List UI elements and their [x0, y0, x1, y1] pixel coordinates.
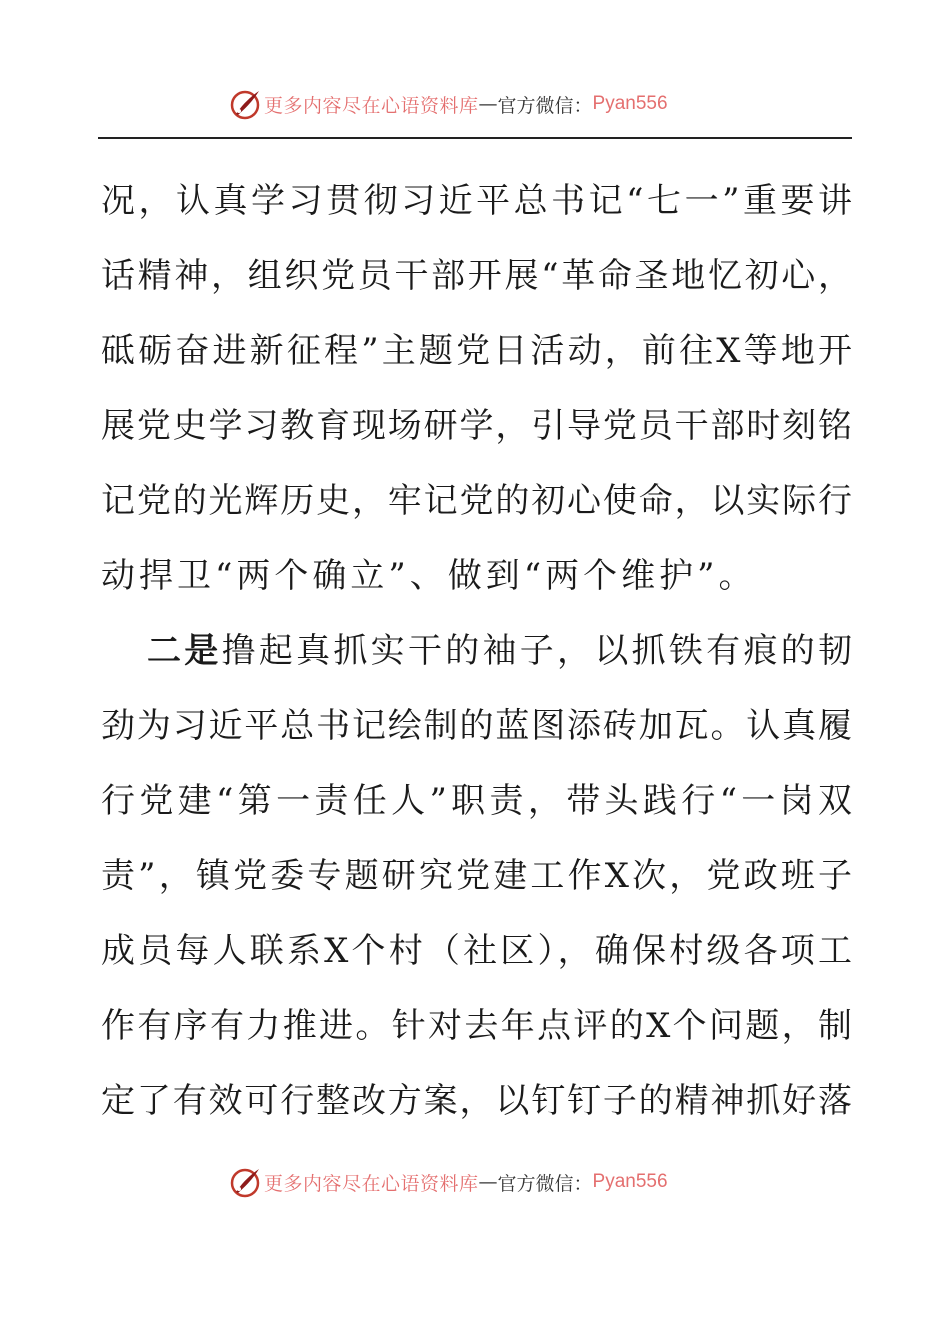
paragraph-2-lead: 二是 — [147, 631, 222, 671]
body-line: 行党建“第一责任人”职责，带头践行“一岗双 — [101, 781, 853, 821]
footer-banner — [0, 1162, 950, 1202]
body-line: 砥砺奋进新征程”主题党日活动，前往X等地开 — [101, 331, 853, 371]
header-divider — [98, 137, 852, 139]
document-body — [101, 164, 853, 1139]
body-line: 责”，镇党委专题研究党建工作X次，党政班子 — [101, 856, 853, 896]
paragraph-2-first-line — [101, 614, 853, 689]
body-line: 劲为习近平总书记绘制的蓝图添砖加瓦。认真履 — [101, 706, 853, 746]
body-line: 动捍卫“两个确立”、做到“两个维护”。 — [101, 556, 757, 596]
body-line: 定了有效可行整改方案，以钉钉子的精神抓好落 — [101, 1081, 853, 1121]
body-line: 成员每人联系X个村（社区），确保村级各项工 — [101, 931, 853, 971]
quill-pen-circle-icon — [228, 1165, 262, 1199]
header-banner-dash: — — [478, 93, 498, 115]
body-line: 话精神，组织党员干部开展“革命圣地忆初心， — [101, 256, 853, 296]
body-line: 展党史学习教育现场研学，引导党员干部时刻铭 — [101, 406, 853, 446]
footer-banner-dash: — — [478, 1171, 498, 1193]
header-wechat-id: Pyan556 — [592, 93, 668, 114]
footer-wechat-label: 官方微信： — [497, 1172, 593, 1195]
footer-wechat-id: Pyan556 — [592, 1171, 668, 1192]
footer-banner-text: 更多内容尽在心语资料库 — [264, 1172, 479, 1195]
header-banner — [0, 84, 950, 124]
header-banner-text: 更多内容尽在心语资料库 — [264, 94, 479, 117]
body-line: 记党的光辉历史，牢记党的初心使命，以实际行 — [101, 481, 853, 521]
quill-pen-circle-icon — [228, 87, 262, 121]
paragraph-2-first-rest: 撸起真抓实干的袖子，以抓铁有痕的韧 — [221, 631, 854, 671]
header-wechat-label: 官方微信： — [497, 94, 593, 117]
body-line: 况，认真学习贯彻习近平总书记“七一”重要讲 — [101, 181, 853, 221]
body-line: 作有序有力推进。针对去年点评的X个问题，制 — [101, 1006, 853, 1046]
